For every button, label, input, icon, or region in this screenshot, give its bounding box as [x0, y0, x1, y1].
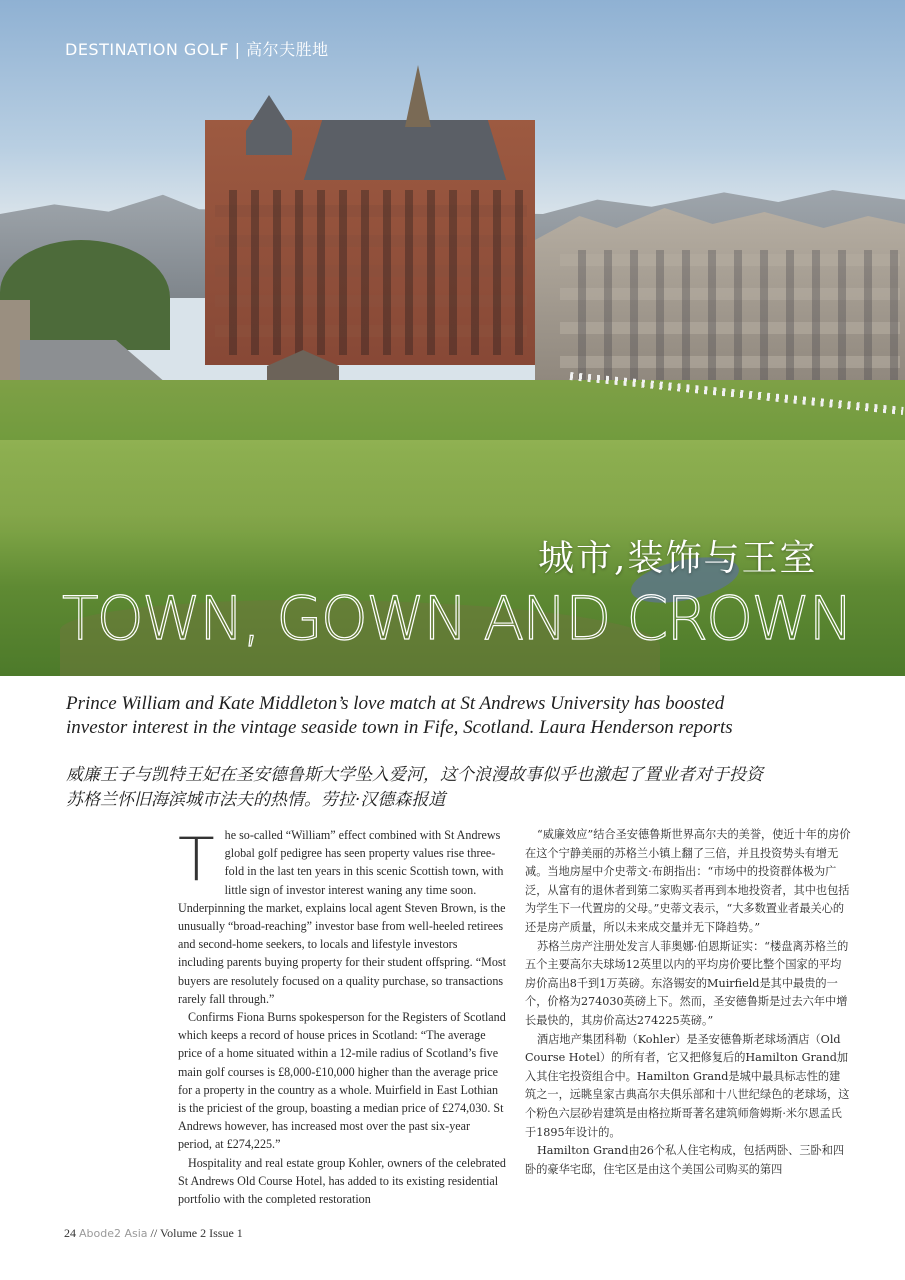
- standfirst-chinese: 威廉王子与凯特王妃在圣安德鲁斯大学坠入爱河，这个浪漫故事似乎也激起了置业者对于投资苏格兰怀旧海滨城市法夫的热情。劳拉·汉德森报道: [66, 765, 763, 810]
- fairway: [0, 440, 905, 530]
- paragraph: Hospitality and real estate group Kohler, owners of the celebrated St Andrews Old Course Hotel, has added to its existing residential portfolio with the completed restoration: [178, 1155, 506, 1207]
- hamilton-grand-windows: [215, 190, 527, 355]
- page-footer: [64, 1226, 243, 1241]
- paragraph: 酒店地产集团科勒（Kohler）是圣安德鲁斯老球场酒店（Old Course Hotel）的所有者，它又把修复后的Hamilton Grand加入其住宅投资组合中。Hamilton Grand是城中最具标志性的建筑之一，远眺皇家古典高尔夫俱乐部和十八世纪绿色的老球场，这个粉色六层砂岩建筑是由格拉斯哥著名建筑师詹姆斯·米尔恩孟氏于1895年设计的。: [525, 1032, 850, 1139]
- paragraph: 苏格兰房产注册处发言人菲奥娜·伯恩斯证实：“楼盘离苏格兰的五个主要高尔夫球场12英里以内的平均房价要比整个国家的平均房价高出8千到1万英磅。东洛锡安的Muirfield是其中最贵的一个，价格为274030英磅上下。然而，圣安德鲁斯是过去六年中增长最快的，其房价高达274225英磅。”: [525, 939, 849, 1027]
- drop-cap: T: [178, 825, 215, 895]
- article-column-chinese: [525, 826, 851, 1179]
- english-headline: TOWN, GOWN AND CROWN: [62, 584, 852, 654]
- magazine-brand: Abode2 Asia: [79, 1227, 148, 1240]
- standfirst-english: Prince William and Kate Middleton’s love match at St Andrews University has boosted investor interest in the vintage seaside town in Fife, Scotland. Laura Henderson reports: [66, 693, 733, 738]
- section-label: DESTINATION GOLF | 高尔夫胜地: [65, 40, 329, 59]
- hamilton-grand-roof: [290, 120, 520, 180]
- page-number: 24: [64, 1226, 76, 1240]
- paragraph: he so-called “William” effect combined with St Andrews global golf pedigree has seen property values rise three-fold in the last ten years in this scenic Scottish town, with little sign of investor interest waning any time soon. Underpinning the market, explains local agent Steven Brown, is the unusually “broad-reaching” investor base from well-heeled retirees and second-home seekers, to locals and lifestyle investors including parents buying property for their student offspring. “Most buyers are resolutely focused on a quality purchase, so transactions rarely fall through.”: [178, 828, 506, 1006]
- paragraph: Confirms Fiona Burns spokesperson for the Registers of Scotland which keeps a record of house prices in Scotland: “The average price of a home situated within a 12-mile radius of Scotland’s five main golf courses is £8,000-£10,000 higher than the average price for a property in the country as a whole. Muirfield in East Lothian is the priciest of the group, boasting a median price of £274,030. St Andrews however, has increased most over the past six-year period, at £274,225.”: [178, 1010, 506, 1152]
- chinese-headline: 城市,装饰与王室: [538, 538, 818, 579]
- article-column-english: [178, 826, 506, 1208]
- town-windows-right: [560, 250, 900, 390]
- paragraph: Hamilton Grand由26个私人住宅构成，包括两卧、三卧和四卧的豪华宅邸，住宅区是由这个美国公司购买的第四: [525, 1144, 845, 1176]
- church-spire: [405, 65, 431, 127]
- paragraph: “威廉效应”结合圣安德鲁斯世界高尔夫的美誉，使近十年的房价在这个宁静美丽的苏格兰小镇上翻了三倍，并且投资势头有增无减。当地房屋中介史蒂文·布朗指出：“市场中的投资群体极为广泛，从富有的退休者到第二家购买者再到本地投资者，其中也包括为学生下一代置房的父母。”史蒂文表示，“大多数置业者最关心的还是房产质量，所以未来成交量并无下降趋势。”: [525, 828, 851, 934]
- hamilton-grand-turret: [246, 95, 292, 155]
- issue-info: // Volume 2 Issue 1: [150, 1226, 243, 1240]
